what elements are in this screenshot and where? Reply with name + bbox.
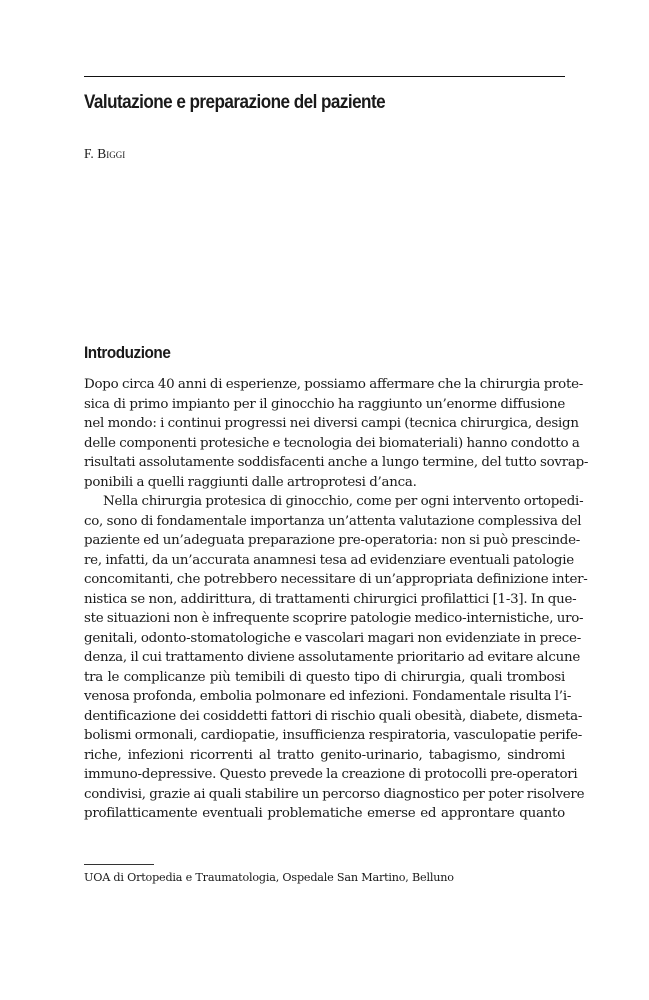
- top-rule: [84, 76, 565, 77]
- text-line: tra le complicanze più temibili di questo tipo di chirurgia, quali trombosi: [84, 669, 565, 685]
- text-line: genitali, odonto-stomatologiche e vascolari magari non evidenziate in prece-: [84, 630, 581, 646]
- text-line: riche, infezioni ricorrenti al tratto genito-urinario, tabagismo, sindromi: [84, 747, 565, 763]
- text-line: risultati assolutamente soddisfacenti anche a lungo termine, del tutto sovrap-: [84, 455, 589, 470]
- author-surname: Biggi: [97, 146, 126, 161]
- text-line: nel mondo: i continui progressi nei diversi campi (tecnica chirurgica, design: [84, 416, 579, 431]
- section-heading: Introduzione: [84, 343, 171, 362]
- paragraph-2: [84, 492, 588, 824]
- footnote-affiliation: UOA di Ortopedia e Traumatologia, Ospedale San Martino, Belluno: [84, 871, 454, 884]
- text-line: ste situazioni non è infrequente scoprire patologie medico-internistiche, uro-: [84, 611, 584, 626]
- text-line: dentificazione dei cosiddetti fattori di rischio quali obesità, diabete, dismeta-: [84, 708, 583, 724]
- text-line: denza, il cui trattamento diviene assolutamente prioritario ad evitare alcune: [84, 650, 581, 665]
- paragraph-1: [84, 375, 589, 492]
- text-line: bolismi ormonali, cardiopatie, insufficienza respiratoria, vasculopatie perife-: [84, 728, 583, 743]
- text-line: re, infatti, da un’accurata anamnesi tesa ad evidenziare eventuali patologie: [84, 552, 574, 568]
- text-line: nistica se non, addirittura, di trattamenti chirurgici profilattici [1-3]. In que-: [84, 591, 577, 607]
- chapter-title: Valutazione e preparazione del paziente: [84, 92, 386, 113]
- author-initial: F.: [84, 146, 94, 161]
- footnote-rule: [84, 864, 154, 865]
- body-text: [84, 375, 589, 824]
- text-line: profilatticamente eventuali problematiche emerse ed approntare quanto: [84, 806, 565, 821]
- text-line: Dopo circa 40 anni di esperienze, possiamo affermare che la chirurgia prote-: [84, 377, 584, 392]
- text-line: paziente ed un’adeguata preparazione pre-operatoria: non si può prescinde-: [84, 533, 581, 548]
- text-line: delle componenti protesiche e tecnologia dei biomateriali) hanno condotto a: [84, 435, 580, 451]
- text-line: co, sono di fondamentale importanza un’attenta valutazione complessiva del: [84, 513, 582, 529]
- author-name: [84, 146, 125, 162]
- text-line: concomitanti, che potrebbero necessitare di un’appropriata definizione inter-: [84, 572, 588, 587]
- text-line: immuno-depressive. Questo prevede la creazione di protocolli pre-operatori: [84, 767, 578, 782]
- text-line: ponibili a quelli raggiunti dalle artroprotesi d’anca.: [84, 474, 417, 490]
- text-line: venosa profonda, embolia polmonare ed infezioni. Fondamentale risulta l’i-: [84, 689, 572, 704]
- text-line: sica di primo impianto per il ginocchio ha raggiunto un’enorme diffusione: [84, 396, 565, 412]
- text-line: condivisi, grazie ai quali stabilire un percorso diagnostico per poter risolvere: [84, 786, 585, 802]
- text-line: Nella chirurgia protesica di ginocchio, come per ogni intervento ortopedi-: [103, 494, 584, 509]
